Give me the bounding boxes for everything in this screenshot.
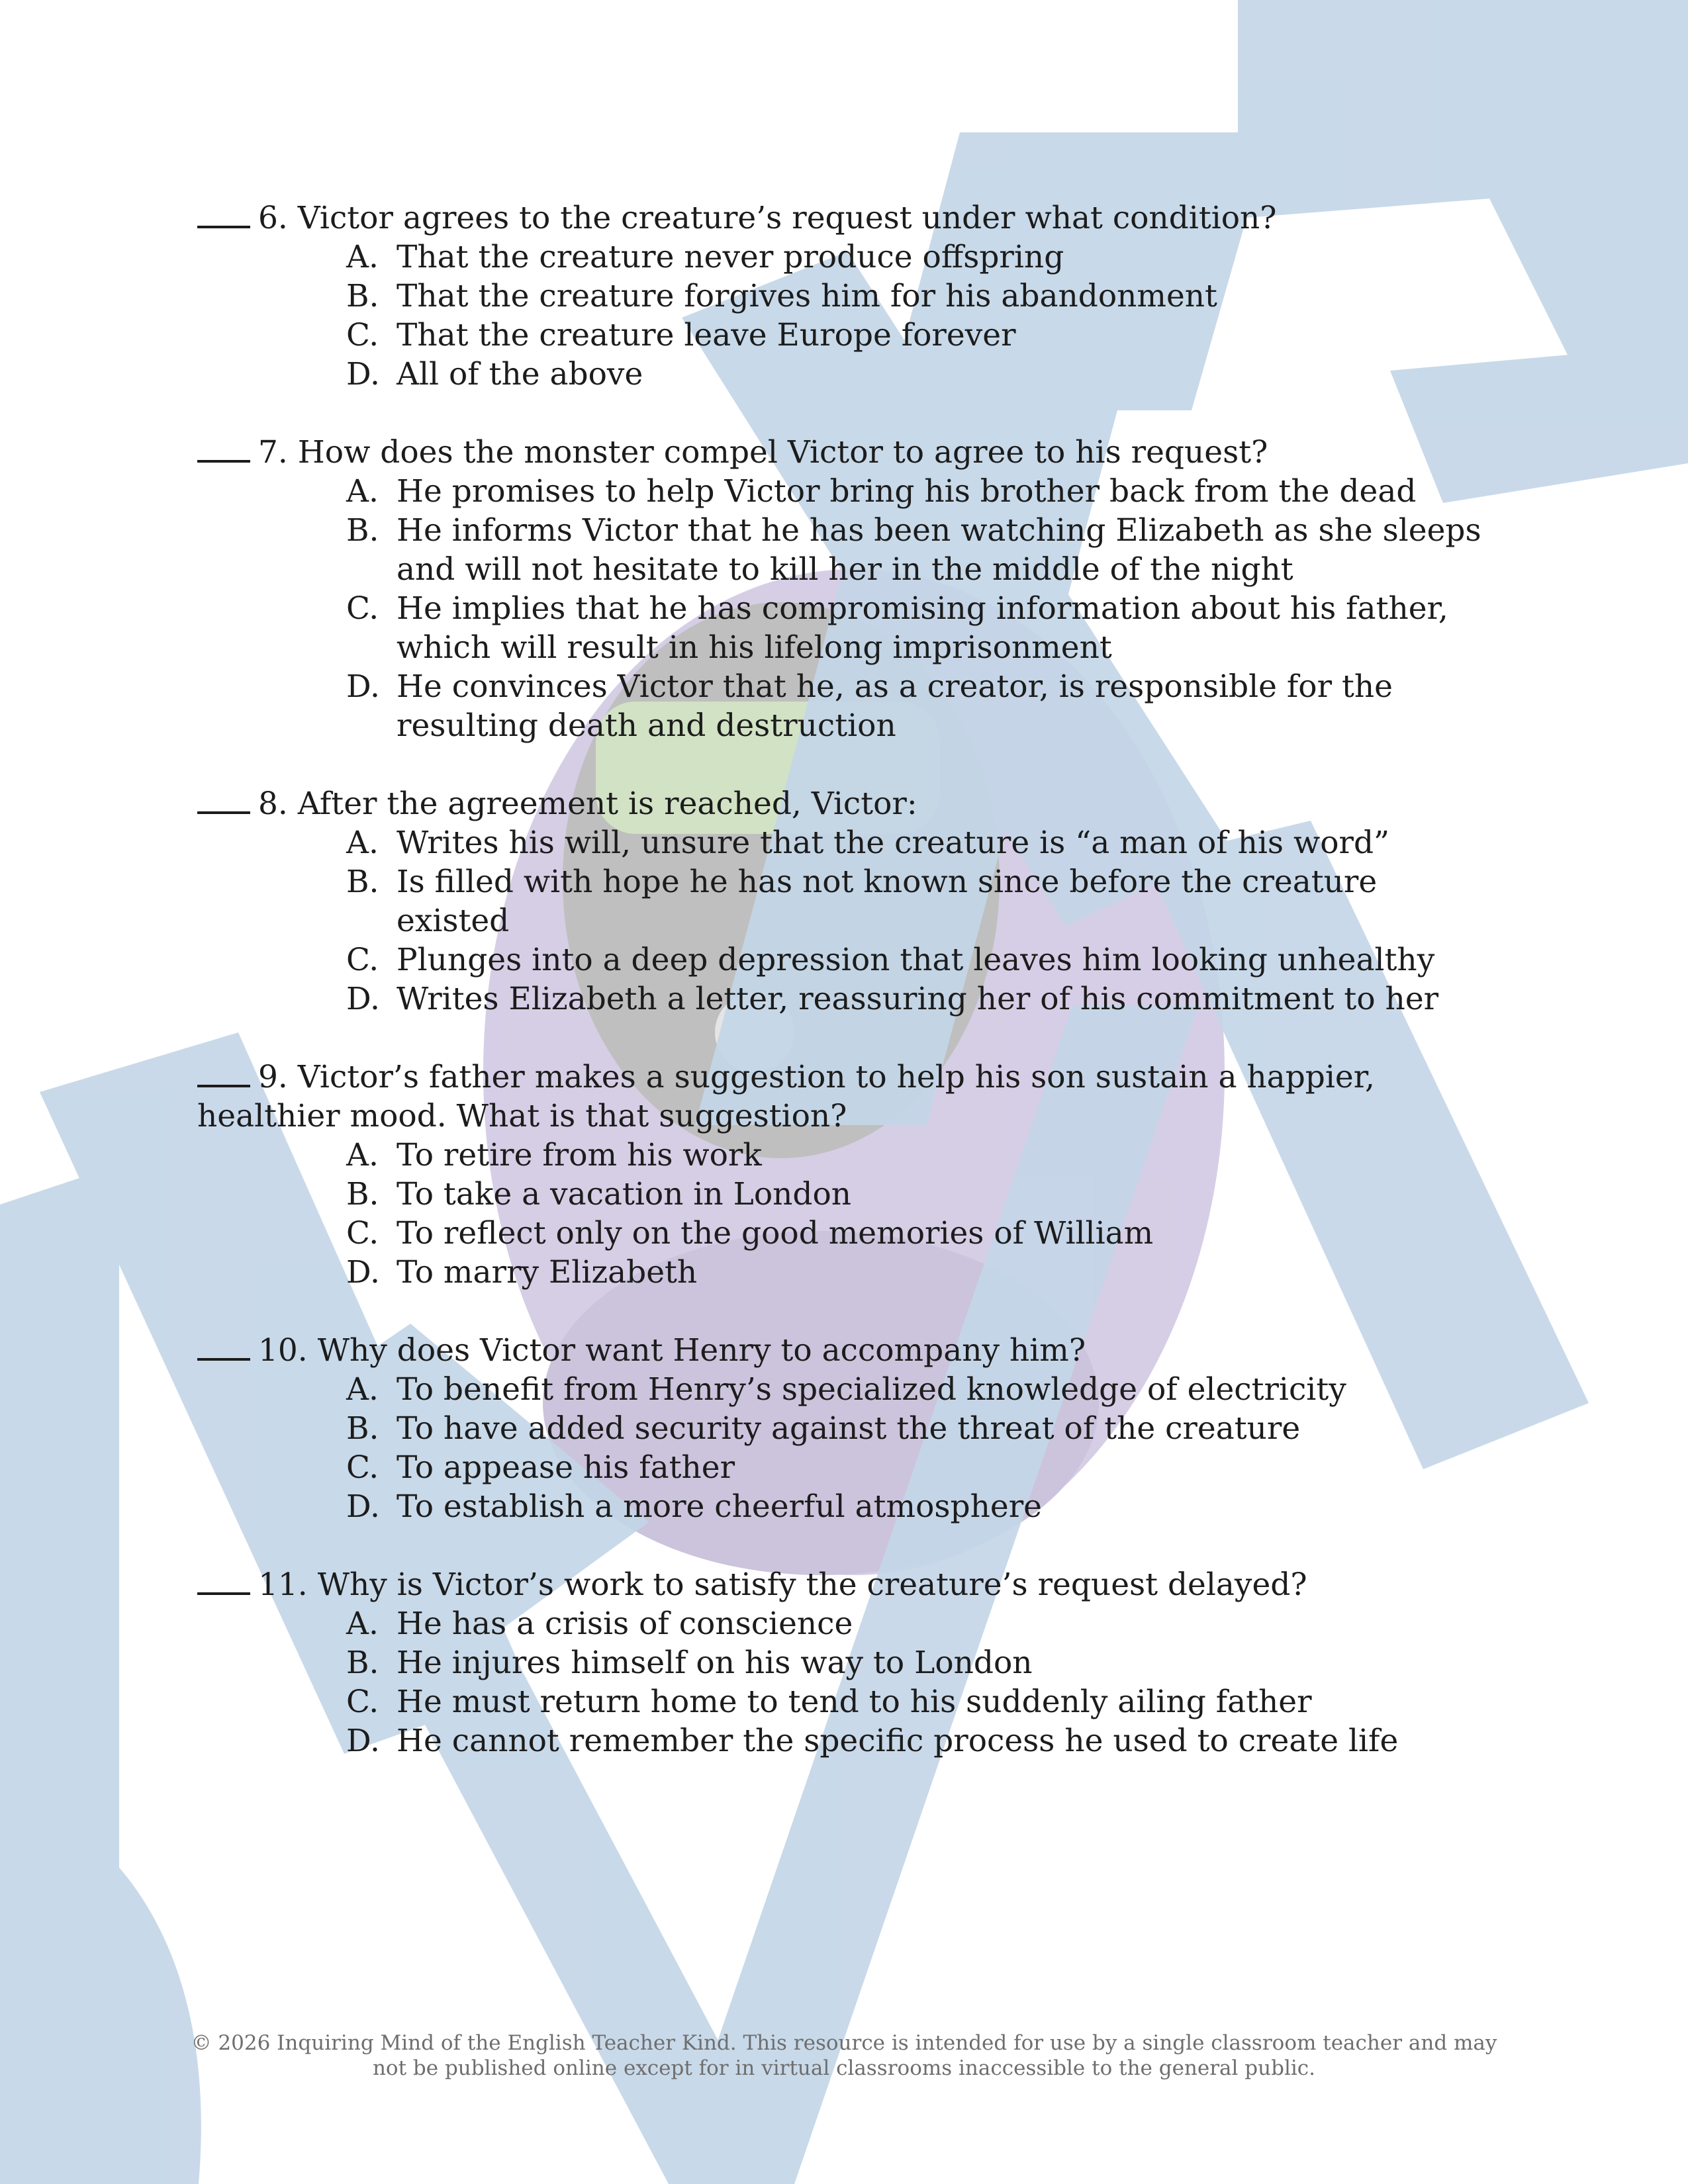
option-text: To retire from his work	[397, 1137, 762, 1173]
option-text: Is filled with hope he has not known since before the creature existed	[397, 864, 1378, 939]
question-line	[197, 433, 1495, 472]
option-d	[346, 1721, 1495, 1760]
option-text: That the creature forgives him for his abandonment	[397, 278, 1217, 314]
option-a	[346, 1370, 1495, 1409]
option-text: To appease his father	[397, 1449, 735, 1486]
question-6	[197, 199, 1495, 394]
option-b	[346, 511, 1495, 589]
question-11	[197, 1565, 1495, 1760]
option-text: He implies that he has compromising information about his father, which will result in his lifelong imprisonment	[397, 590, 1448, 666]
option-letter: B.	[346, 512, 379, 549]
option-letter: C.	[346, 317, 379, 353]
option-letter: A.	[346, 239, 379, 275]
option-letter: D.	[346, 668, 380, 705]
option-b	[346, 1409, 1495, 1448]
question-number: 8.	[258, 786, 288, 822]
question-10	[197, 1331, 1495, 1526]
question-line	[197, 1331, 1495, 1370]
option-text: Writes Elizabeth a letter, reassuring her of his commitment to her	[397, 981, 1439, 1017]
option-letter: A.	[346, 473, 379, 510]
option-c	[346, 1682, 1495, 1721]
question-number: 7.	[258, 434, 288, 471]
option-letter: D.	[346, 356, 380, 392]
question-line	[197, 784, 1495, 823]
question-8	[197, 784, 1495, 1019]
option-text: Plunges into a deep depression that leaves him looking unhealthy	[397, 942, 1435, 978]
option-text: To marry Elizabeth	[397, 1254, 698, 1291]
option-letter: C.	[346, 1449, 379, 1486]
answer-options	[197, 1604, 1495, 1760]
option-a	[346, 1136, 1495, 1175]
option-letter: B.	[346, 864, 379, 900]
option-letter: D.	[346, 1488, 380, 1525]
question-line	[197, 199, 1495, 238]
question-number: 11.	[258, 1567, 308, 1603]
footer-line-2: not be published online except for in virtual classrooms inaccessible to the general public.	[372, 2056, 1316, 2080]
copyright-footer	[0, 2030, 1688, 2081]
option-letter: C.	[346, 1684, 379, 1720]
option-text: To reflect only on the good memories of William	[397, 1215, 1154, 1251]
option-text: He must return home to tend to his suddenly ailing father	[397, 1684, 1312, 1720]
question-line	[197, 1058, 1495, 1136]
option-text: He has a crisis of conscience	[397, 1606, 853, 1642]
question-7	[197, 433, 1495, 745]
option-text: To take a vacation in London	[397, 1176, 852, 1212]
answer-options	[197, 1370, 1495, 1526]
option-a	[346, 472, 1495, 511]
option-letter: B.	[346, 1645, 379, 1681]
option-letter: A.	[346, 1371, 379, 1408]
option-text: To have added security against the threat of the creature	[397, 1410, 1301, 1447]
question-text: Why does Victor want Henry to accompany him?	[317, 1332, 1086, 1369]
option-text: He informs Victor that he has been watching Elizabeth as she sleeps and will not hesitate to kill her in the middle of the night	[397, 512, 1481, 588]
option-a	[346, 823, 1495, 862]
option-text: To establish a more cheerful atmosphere	[397, 1488, 1042, 1525]
question-text: How does the monster compel Victor to agree to his request?	[297, 434, 1268, 471]
option-b	[346, 277, 1495, 316]
option-b	[346, 862, 1495, 940]
option-letter: C.	[346, 590, 379, 627]
option-letter: D.	[346, 981, 380, 1017]
option-text: Writes his will, unsure that the creature is “a man of his word”	[397, 825, 1390, 861]
answer-blank[interactable]	[197, 1058, 250, 1087]
option-c	[346, 316, 1495, 355]
option-letter: D.	[346, 1254, 380, 1291]
question-text: Victor agrees to the creature’s request under what condition?	[297, 200, 1277, 236]
option-a	[346, 1604, 1495, 1643]
question-text: Why is Victor’s work to satisfy the creature’s request delayed?	[317, 1567, 1307, 1603]
question-number: 10.	[258, 1332, 308, 1369]
footer-line-1: © 2026 Inquiring Mind of the English Teacher Kind. This resource is intended for use by a single classroom teacher and may	[191, 2031, 1497, 2055]
option-c	[346, 940, 1495, 979]
option-d	[346, 355, 1495, 394]
answer-blank[interactable]	[197, 1566, 250, 1595]
answer-blank[interactable]	[197, 433, 250, 463]
option-c	[346, 1214, 1495, 1253]
worksheet-content	[197, 199, 1495, 1799]
answer-options	[197, 823, 1495, 1019]
option-letter: B.	[346, 1410, 379, 1447]
option-letter: A.	[346, 825, 379, 861]
option-letter: D.	[346, 1723, 380, 1759]
question-number: 9.	[258, 1059, 288, 1095]
answer-options	[197, 472, 1495, 745]
option-a	[346, 238, 1495, 277]
question-line	[197, 1565, 1495, 1604]
option-d	[346, 1487, 1495, 1526]
option-c	[346, 1448, 1495, 1487]
option-d	[346, 979, 1495, 1019]
answer-blank[interactable]	[197, 785, 250, 814]
option-letter: A.	[346, 1606, 379, 1642]
answer-blank[interactable]	[197, 199, 250, 228]
option-letter: B.	[346, 1176, 379, 1212]
answer-options	[197, 238, 1495, 394]
question-text: Victor’s father makes a suggestion to help his son sustain a happier, healthier mood. What is that suggestion?	[197, 1059, 1375, 1134]
option-letter: C.	[346, 1215, 379, 1251]
option-text: All of the above	[397, 356, 643, 392]
option-c	[346, 589, 1495, 667]
option-d	[346, 1253, 1495, 1292]
option-text: To benefit from Henry’s specialized knowledge of electricity	[397, 1371, 1346, 1408]
option-text: He convinces Victor that he, as a creator, is responsible for the resulting death and destruction	[397, 668, 1393, 744]
option-b	[346, 1175, 1495, 1214]
option-d	[346, 667, 1495, 745]
option-text: He promises to help Victor bring his brother back from the dead	[397, 473, 1417, 510]
answer-blank[interactable]	[197, 1332, 250, 1361]
option-text: He injures himself on his way to London	[397, 1645, 1033, 1681]
option-letter: C.	[346, 942, 379, 978]
option-text: That the creature leave Europe forever	[397, 317, 1016, 353]
option-letter: A.	[346, 1137, 379, 1173]
option-text: That the creature never produce offspring	[397, 239, 1064, 275]
question-number: 6.	[258, 200, 288, 236]
question-9	[197, 1058, 1495, 1292]
question-text: After the agreement is reached, Victor:	[297, 786, 917, 822]
option-letter: B.	[346, 278, 379, 314]
option-b	[346, 1643, 1495, 1682]
answer-options	[197, 1136, 1495, 1292]
option-text: He cannot remember the specific process he used to create life	[397, 1723, 1399, 1759]
